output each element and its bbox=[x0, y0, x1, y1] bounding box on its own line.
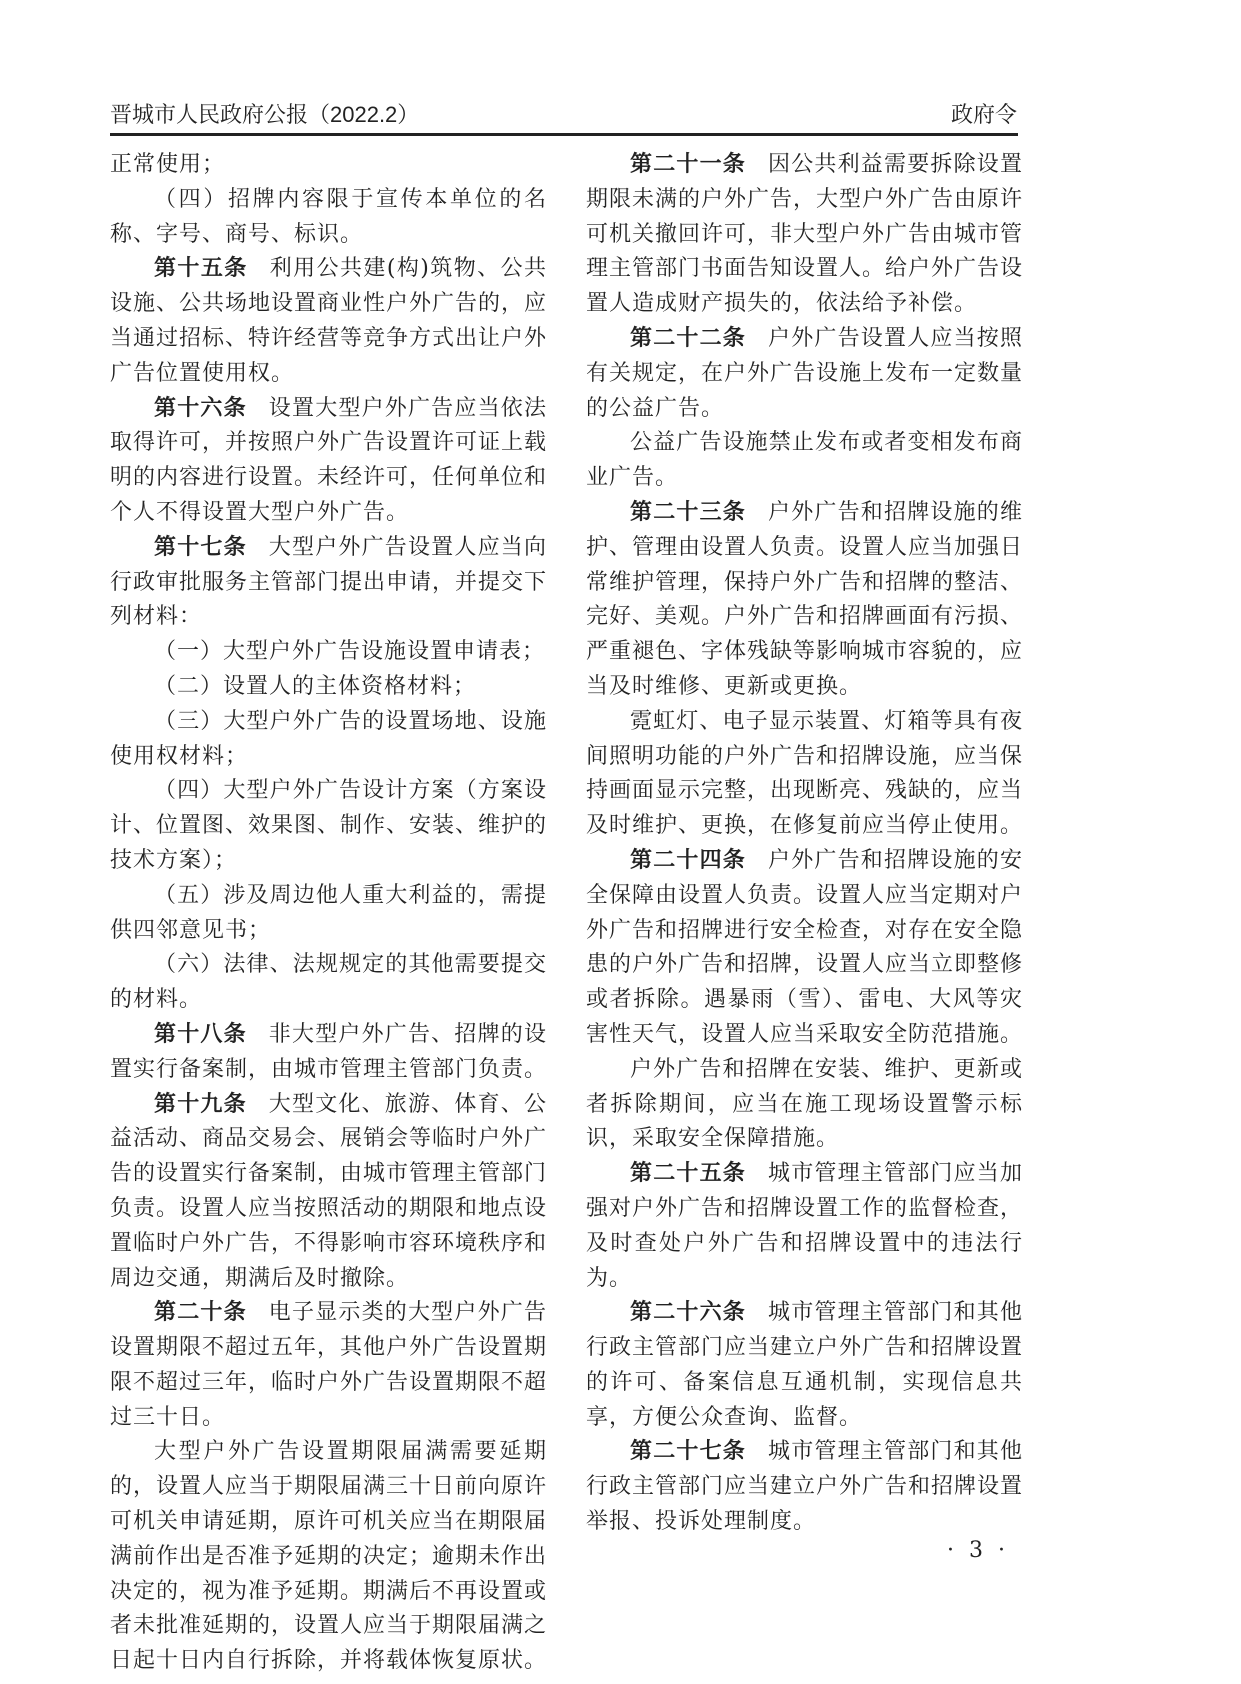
paragraph bbox=[110, 148, 547, 183]
article-heading: 第十九条 bbox=[154, 1091, 247, 1117]
article-heading: 第十七条 bbox=[154, 534, 247, 560]
article-heading: 第二十四条 bbox=[630, 847, 746, 873]
paragraph bbox=[586, 1053, 1023, 1157]
paragraph bbox=[110, 774, 547, 878]
paragraph-text: （四）招牌内容限于宣传本单位的名称、字号、商号、标识。 bbox=[110, 186, 547, 247]
paragraph-text: 户外广告设置人应当按照有关规定，在户外广告设施上发布一定数量的公益广告。 bbox=[586, 325, 1024, 421]
section-title: 政府令 bbox=[950, 102, 1017, 127]
paragraph bbox=[586, 1157, 1023, 1296]
paragraph-text: 电子显示类的大型户外广告设置期限不超过五年，其他户外广告设置期限不超过三年，临时户外广告设置期限不超过三十日。 bbox=[110, 1300, 548, 1430]
paragraph-text: 非大型户外广告、招牌的设置实行备案制，由城市管理主管部门负责。 bbox=[110, 1021, 548, 1082]
paragraph-text: 户外广告和招牌在安装、维护、更新或者拆除期间，应当在施工现场设置警示标识，采取安全保障措施。 bbox=[586, 1056, 1023, 1152]
paragraph bbox=[110, 183, 547, 253]
paragraph-text: 大型户外广告设置人应当向行政审批服务主管部门提出申请，并提交下列材料： bbox=[110, 534, 548, 630]
paragraph bbox=[110, 948, 547, 1018]
article-heading: 第二十五条 bbox=[630, 1161, 746, 1187]
paragraph-text: （二）设置人的主体资格材料； bbox=[154, 673, 477, 699]
paragraph-text: （五）涉及周边他人重大利益的，需提供四邻意见书； bbox=[110, 882, 547, 943]
paragraph bbox=[110, 1018, 547, 1088]
article-heading: 第十八条 bbox=[154, 1021, 247, 1047]
paragraph-text: （四）大型户外广告设计方案（方案设计、位置图、效果图、制作、安装、维护的技术方案）； bbox=[110, 778, 548, 873]
paragraph bbox=[586, 705, 1023, 844]
paragraph bbox=[586, 322, 1023, 426]
paragraph bbox=[586, 148, 1023, 322]
paragraph bbox=[110, 670, 547, 705]
right-column bbox=[586, 148, 1023, 1540]
journal-title: 晋城市人民政府公报（2022.2） bbox=[110, 102, 420, 127]
paragraph-text: 设置大型户外广告应当依法取得许可，并按照户外广告设置许可证上载明的内容进行设置。未经许可，任何单位和个人不得设置大型户外广告。 bbox=[110, 395, 548, 525]
paragraph-text: 户外广告和招牌设施的维护、管理由设置人负责。设置人应当加强日常维护管理，保持户外广告和招牌的整洁、完好、美观。户外广告和招牌画面有污损、严重褪色、字体残缺等影响城市容貌的，应当及时维修、更新或更换。 bbox=[586, 499, 1024, 699]
paragraph-text: （六）法律、法规规定的其他需要提交的材料。 bbox=[110, 952, 547, 1013]
paragraph bbox=[110, 531, 547, 635]
paragraph-text: 霓虹灯、电子显示装置、灯箱等具有夜间照明功能的户外广告和招牌设施，应当保持画面显示完整，出现断亮、残缺的，应当及时维护、更换，在修复前应当停止使用。 bbox=[586, 708, 1024, 839]
paragraph bbox=[110, 252, 547, 391]
paragraph-text: 城市管理主管部门应当加强对户外广告和招牌设置工作的监督检查，及时查处户外广告和招牌设置中的违法行为。 bbox=[586, 1161, 1024, 1291]
article-heading: 第十六条 bbox=[154, 395, 247, 421]
article-heading: 第二十六条 bbox=[630, 1300, 746, 1326]
paragraph-text: 利用公共建(构)筑物、公共设施、公共场地设置商业性户外广告的，应当通过招标、特许经营等竞争方式出让户外广告位置使用权。 bbox=[110, 256, 548, 386]
article-heading: 第十五条 bbox=[154, 256, 248, 282]
paragraph bbox=[110, 392, 547, 531]
article-heading: 第二十三条 bbox=[630, 499, 746, 525]
paragraph-text: 大型文化、旅游、体育、公益活动、商品交易会、展销会等临时户外广告的设置实行备案制，由城市管理主管部门负责。设置人应当按照活动的期限和地点设置临时户外广告，不得影响市容环境秩序和周边交通，期满后及时撤除。 bbox=[110, 1091, 548, 1291]
article-heading: 第二十七条 bbox=[630, 1439, 746, 1465]
paragraph-text: 城市管理主管部门和其他行政主管部门应当建立户外广告和招牌设置举报、投诉处理制度。 bbox=[586, 1439, 1024, 1535]
paragraph bbox=[110, 635, 547, 670]
paragraph-text: （一）大型户外广告设施设置申请表； bbox=[154, 639, 546, 665]
paragraph bbox=[110, 1296, 547, 1435]
article-heading: 第二十条 bbox=[154, 1300, 247, 1326]
left-column bbox=[110, 148, 547, 1679]
article-heading: 第二十一条 bbox=[630, 152, 746, 177]
paragraph-text: 城市管理主管部门和其他行政主管部门应当建立户外广告和招牌设置的许可、备案信息互通机制，实现信息共享，方便公众查询、监督。 bbox=[586, 1300, 1024, 1430]
paragraph bbox=[586, 496, 1023, 705]
paragraph bbox=[110, 705, 547, 775]
paragraph bbox=[586, 426, 1023, 496]
paragraph bbox=[586, 844, 1023, 1053]
paragraph-text: 户外广告和招牌设施的安全保障由设置人负责。设置人应当定期对户外广告和招牌进行安全检查，对存在安全隐患的户外广告和招牌，设置人应当立即整修或者拆除。遇暴雨（雪）、雷电、大风等灾害性天气，设置人应当采取安全防范措施。 bbox=[586, 847, 1024, 1047]
paragraph-text: （三）大型户外广告的设置场地、设施使用权材料； bbox=[110, 708, 547, 769]
paragraph bbox=[586, 1435, 1023, 1539]
paragraph-text: 正常使用； bbox=[110, 152, 226, 177]
paragraph bbox=[110, 1435, 547, 1679]
paragraph bbox=[110, 1088, 547, 1297]
paragraph-text: 公益广告设施禁止发布或者变相发布商业广告。 bbox=[586, 430, 1023, 491]
header-rule bbox=[110, 133, 1018, 136]
paragraph-text: 因公共利益需要拆除设置期限未满的户外广告，大型户外广告由原许可机关撤回许可，非大型户外广告由城市管理主管部门书面告知设置人。给户外广告设置人造成财产损失的，依法给予补偿。 bbox=[586, 152, 1024, 317]
page-number: · 3 · bbox=[947, 1538, 1009, 1563]
paragraph bbox=[586, 1296, 1023, 1435]
article-heading: 第二十二条 bbox=[630, 325, 746, 351]
paragraph-text: 大型户外广告设置期限届满需要延期的，设置人应当于期限届满三十日前向原许可机关申请延期，原许可机关应当在期限届满前作出是否准予延期的决定；逾期未作出决定的，视为准予延期。期满后不再设置或者未批准延期的，设置人应当于期限届满之日起十日内自行拆除，并将载体恢复原状。 bbox=[110, 1439, 548, 1674]
paragraph bbox=[110, 879, 547, 949]
